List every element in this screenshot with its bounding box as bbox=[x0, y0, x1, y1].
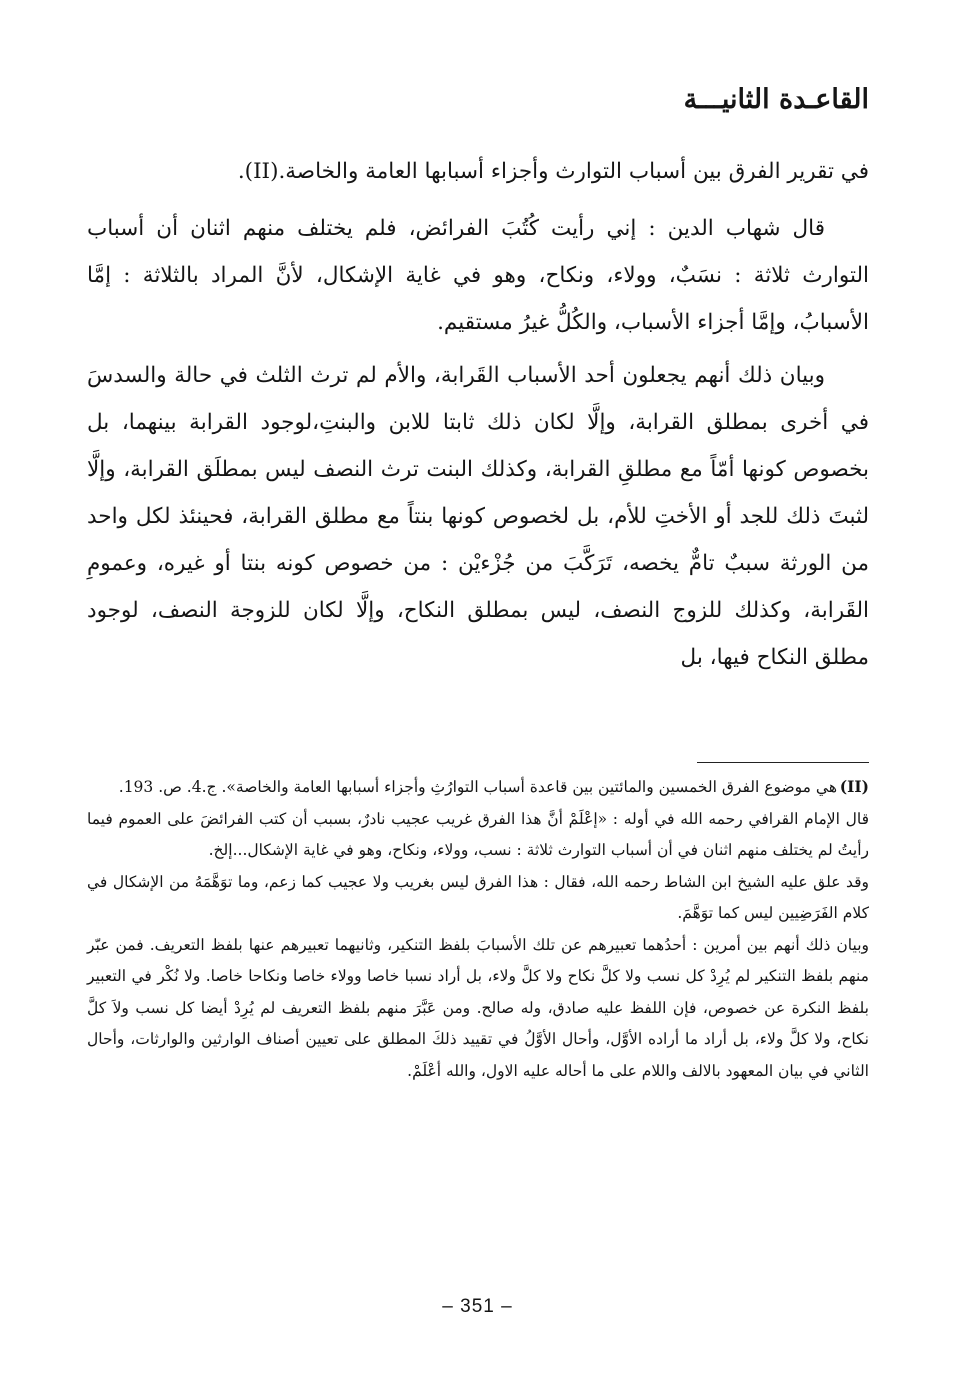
footnotes bbox=[87, 771, 869, 1087]
main-text bbox=[87, 148, 869, 687]
section-subtitle: في تقرير الفرق بين أسباب التوارث وأجزاء أسبابها العامة والخاصة.(II). bbox=[237, 159, 869, 184]
footnote-divider bbox=[697, 762, 869, 763]
footnote-3: وقد علق عليه الشيخ ابن الشاط رحمه الله، فقال : هذا الفرق ليس بغريب ولا عجيب كما زعم، وما توَهَّمَهُ من الإشكال في كلام الفَرَضِيين ليس كما توَهَّمَ. bbox=[87, 872, 869, 922]
footnote-4: وبيان ذلك أنهم بين أمرين : أحدُهما تعبيرهم عن تلك الأسبابَ بلفظ التنكير، وثانيهما تعبيرهم عنها بلفظ التعريف. فمن عبّر منهم بلفظ التنكير لم يُرِدْ كل نسب ولا كلَّ نكاح ولا كلَّ ولاء، بل أراد نسبا خاصا وولاء خاصا ونكاحا خاصا. ولا نُكْر في التعبير بلفظ النكرة عن خصوص، فإن اللفظ عليه صادق، وله صالح. ومن عَبَّرَ منهم بلفظ التعريف لم يُرِدْ أيضا كل نسب ولاَ كلَّ نكاح، ولا كلَّ ولاء، بل أراد ما أراده الأوَّل، وأحال الأوَّلُ في تقييد ذلكَ المطلق على تعيين أصناف الوارثين والوارثات، وأحال الثاني في بيان المعهود بالالف واللام على ما أحاله عليه الاول، والله أعْلَمْ. bbox=[87, 935, 869, 1080]
paragraph-1: قال شهاب الدين : إني رأيت كُتُبَ الفرائض، فلم يختلف منهم اثنان أن أسباب التوارث ثلاثة : نسَبٌ، وولاء، ونكاح، وهو في غاية الإشكال، لأنَّ المراد بالثلاثة : إمَّا الأسبابُ، وإمَّا أجزاء الأسباب، والكُلُّ غيرُ مستقيم. bbox=[87, 216, 869, 335]
page-number: – 351 – bbox=[442, 1296, 513, 1317]
footnote-1-text: هي موضوع الفرق الخمسين والمائتين بين قاعدة أسباب التوارُثِ وأجزاء أسبابها العامة والخاصة». ج.4. ص. 193. bbox=[118, 778, 837, 796]
footnote-1 bbox=[87, 771, 869, 804]
footnote-marker: (II) bbox=[839, 777, 869, 796]
paragraph-2: وبيان ذلك أنهم يجعلون أحد الأسباب القَرابة، والأم لم ترث الثلث في حالة والسدسَ في أخرى بمطلق القرابة، وإلَّا لكان ذلك ثابتا للابن والبنتِ،لوجود القرابة بينهما، بل بخصوص كونها أمّاً مع مطلقِ القرابة، وكذلك البنت ترث النصف ليس بمطلَق القرابة، وإلَّا لثبتَ ذلك للجد أو الأختِ للأم، بل لخصوص كونها بنتاً مع مطلق القرابة، فحينئذ لكل واحد من الورثة سببٌ تامٌّ يخصه، تَرَكَّبَ من جُزْءيْن : من خصوص كونه بنتا أو غيره، وعمومِ القَرابة، وكذلك للزوج النصف، ليس بمطلق النكاح، وإلَّا لكان للزوجة النصف، لوجود مطلق النكاح فيها، بل bbox=[87, 363, 869, 670]
footnote-2: قال الإمام القرافي رحمه الله في أوله : «إعْلَمْ أنَّ هذا الفرق غريب عجيب نادرٌ، بسبب أن كتب الفرائضَ على العموم فيما رأيتُ لم يختلف منهم اثنان في أن أسباب التوارث ثلاثة : نسب، وولاء، ونكاح، وهو في غاية الإشكال...إلخ. bbox=[87, 809, 869, 859]
section-title: القاعـدة الثانيـــة bbox=[683, 84, 869, 115]
